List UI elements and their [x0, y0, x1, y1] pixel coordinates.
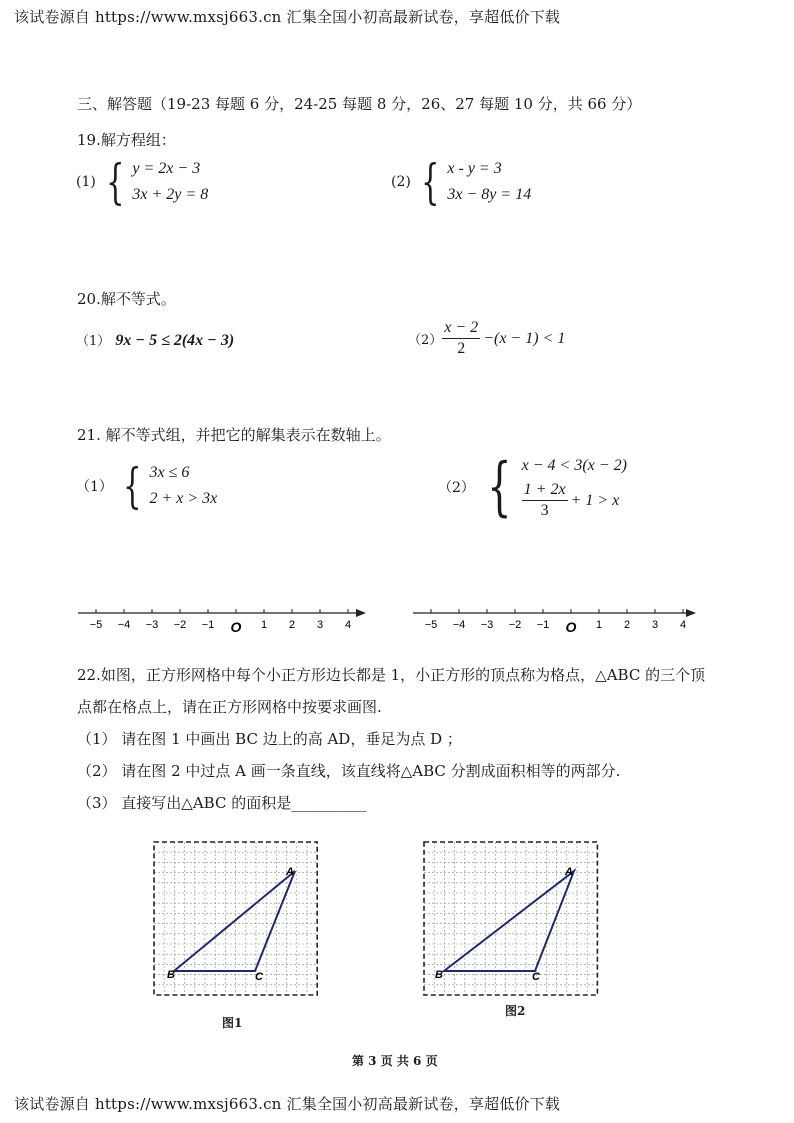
brace-icon: {: [123, 458, 142, 514]
axis-tick-label: −4: [117, 619, 131, 631]
triangle-abc: [174, 871, 295, 971]
q19-title: 19.解方程组：: [77, 131, 176, 149]
axis-tick-label: −2: [508, 619, 522, 631]
axis-tick-label: 2: [288, 619, 296, 631]
q22-item3: （3） 直接写出△ABC 的面积是__________: [77, 794, 367, 812]
q19-1-eq1: y = 2x − 3: [132, 160, 201, 177]
q21-1-eq2: 2 + x > 3x: [149, 490, 218, 507]
axis-tick-label: −1: [201, 619, 215, 631]
q19-system-1: [76, 156, 208, 208]
axis-tick-label: 4: [679, 619, 687, 631]
axis-tick-label: −3: [480, 619, 494, 631]
q20-title: 20.解不等式。: [77, 290, 176, 308]
q22-item2: （2） 请在图 2 中过点 A 画一条直线，该直线将△ABC 分割成面积相等的两部分.: [77, 762, 621, 780]
vertex-a: A: [286, 866, 294, 878]
q19-label-2: (2): [391, 174, 411, 190]
vertex-b: B: [435, 969, 443, 981]
bottom-banner: 该试卷源自 https://www.mxsj663.cn 汇集全国小初高最新试卷，享超低价下载: [14, 1095, 561, 1113]
q20-part-2: [408, 318, 565, 359]
axis-tick-label: −4: [452, 619, 466, 631]
axis-tick-label: −5: [89, 619, 103, 631]
number-line-2: [405, 598, 705, 638]
q20-label-2: （2）: [408, 333, 443, 348]
q19-system-2: [391, 156, 531, 208]
figure-2-caption: 图2: [505, 1004, 526, 1018]
axis-tick-label: O: [565, 619, 577, 635]
number-line-1: [70, 598, 370, 638]
axis-tick-label: −5: [424, 619, 438, 631]
q19-1-eq2: 3x + 2y = 8: [132, 186, 209, 203]
vertex-c: C: [255, 971, 263, 983]
brace-icon: {: [105, 154, 125, 210]
q20-denominator: 2: [457, 340, 466, 357]
axis-tick-label: 1: [595, 619, 603, 631]
q20-1-expr: 9x − 5 ≤ 2(4x − 3): [115, 332, 235, 349]
axis-tick-label: 3: [316, 619, 324, 631]
q19-2-eq2: 3x − 8y = 14: [447, 186, 532, 203]
q22-line1: 22.如图，正方形网格中每个小正方形边长都是 1，小正方形的顶点称为格点，△ABC 的三个顶: [77, 666, 706, 684]
q21-system-1: [76, 460, 217, 512]
q21-label-2: （2）: [438, 479, 475, 496]
q19-2-eq1: x - y = 3: [447, 160, 502, 177]
q20-numerator: x − 2: [442, 318, 480, 339]
section-heading: 三、解答题（19-23 每题 6 分，24-25 每题 8 分，26、27 每题 10 分，共 66 分）: [77, 95, 642, 113]
q21-2-eq1: x − 4 < 3(x − 2): [521, 457, 627, 474]
q21-denominator: 3: [540, 502, 549, 519]
axis-tick-label: O: [230, 619, 242, 635]
q21-system-2: [438, 449, 627, 524]
q21-numerator: 1 + 2x: [522, 480, 568, 501]
triangle-abc: [444, 871, 574, 971]
vertex-b: B: [167, 969, 175, 981]
axis-tick-label: −1: [536, 619, 550, 631]
q21-fraction: [522, 480, 568, 521]
q21-1-eq1: 3x ≤ 6: [149, 464, 190, 481]
top-banner: 该试卷源自 https://www.mxsj663.cn 汇集全国小初高最新试卷，享超低价下载: [14, 8, 561, 26]
axis-tick-label: −2: [173, 619, 187, 631]
axis-tick-label: 1: [260, 619, 268, 631]
figure-2: [420, 838, 605, 998]
axis-tick-label: −3: [145, 619, 159, 631]
q20-part-1: [76, 330, 234, 350]
q22-line2: 点都在格点上，请在正方形网格中按要求画图.: [77, 698, 382, 716]
vertex-c: C: [532, 971, 540, 983]
axis-tick-label: 4: [344, 619, 352, 631]
figure-1-caption: 图1: [222, 1016, 243, 1030]
q21-title: 21. 解不等式组，并把它的解集表示在数轴上。: [77, 426, 391, 444]
axis-tick-label: 3: [651, 619, 659, 631]
page-number: 第 3 页 共 6 页: [352, 1054, 438, 1068]
q20-2-rest: −(x − 1) < 1: [483, 329, 566, 347]
q20-label-1: （1）: [76, 334, 111, 349]
q19-label-1: (1): [76, 174, 96, 190]
brace-icon: {: [420, 154, 440, 210]
vertex-a: A: [565, 866, 573, 878]
q21-2-rest: + 1 > x: [570, 491, 620, 509]
q21-label-1: （1）: [76, 479, 113, 495]
q20-fraction: [442, 318, 480, 359]
figure-1: [150, 838, 325, 998]
brace-icon: {: [487, 449, 512, 524]
axis-tick-label: 2: [623, 619, 631, 631]
q22-item1: （1） 请在图 1 中画出 BC 边上的高 AD，垂足为点 D ；: [77, 730, 462, 748]
